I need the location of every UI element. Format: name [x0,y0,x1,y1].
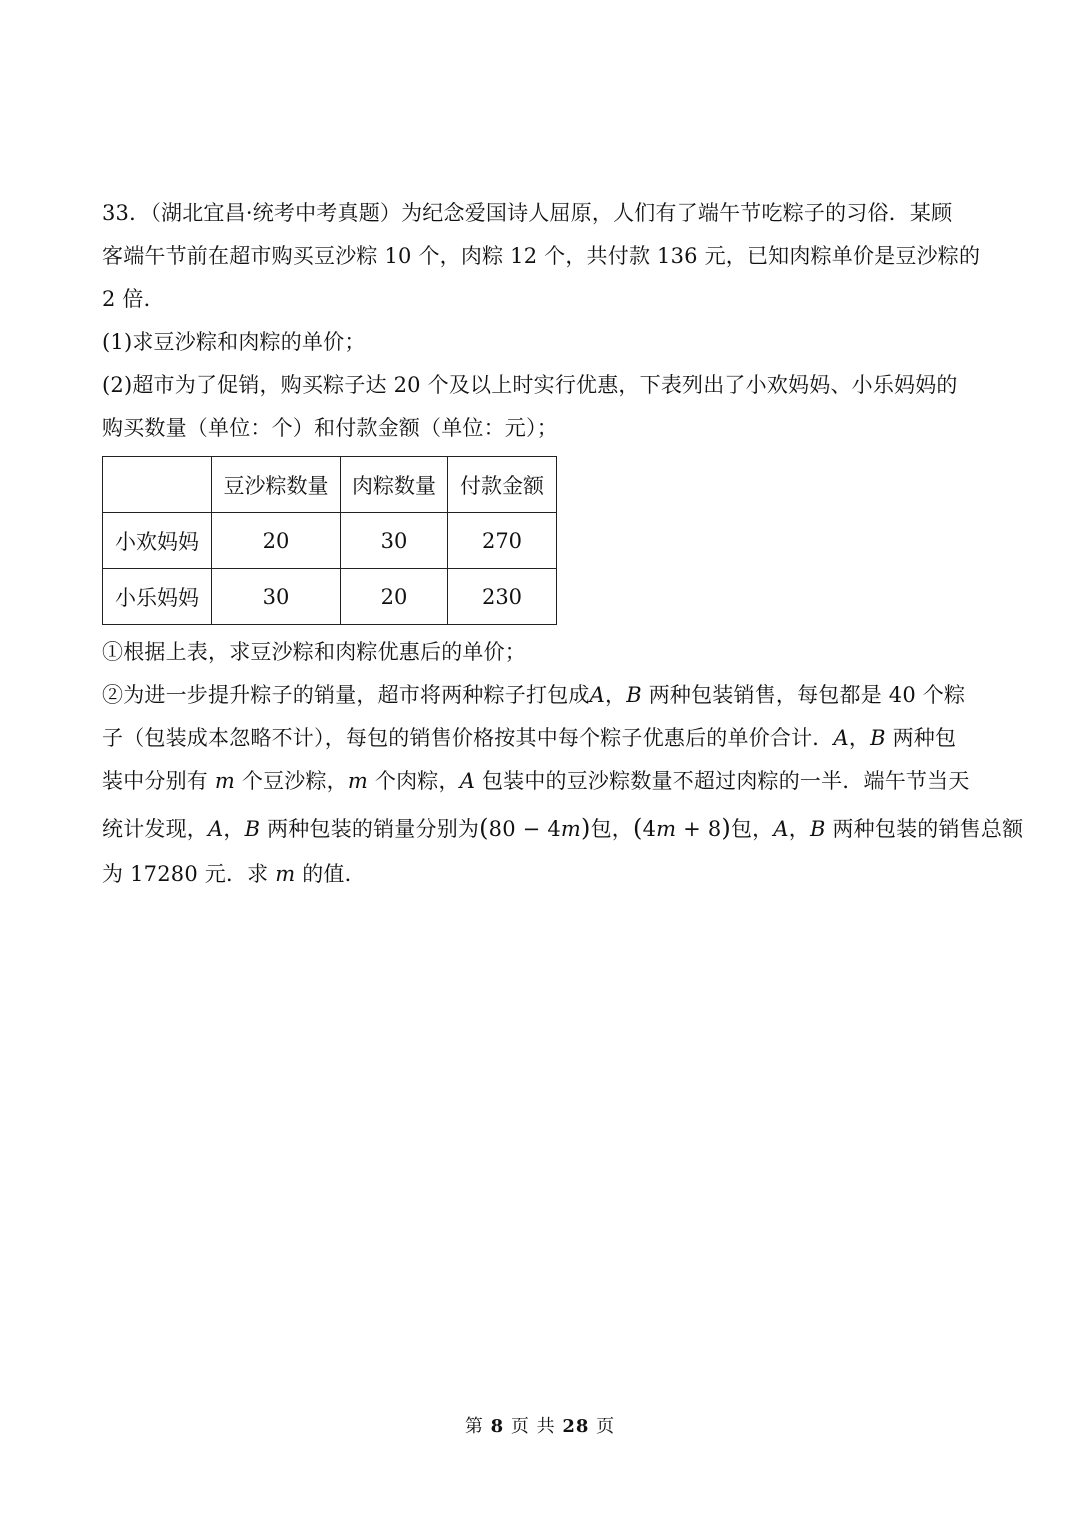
text-span: 两种包装的销售总额 [825,817,1024,841]
footer-text: 页 [589,1416,616,1437]
sub-question-2-line-5 [102,853,982,896]
paren-close: ) [721,814,731,842]
paren-open: ( [479,814,489,842]
expression-text: 4 [642,817,657,841]
variable-b: B [870,726,886,750]
table-header-cell: 肉粽数量 [341,457,448,513]
question-part-2-line-1: (2)超市为了促销，购买粽子达 20 个及以上时实行优惠，下表列出了小欢妈妈、小乐妈妈的 [102,373,958,397]
table-cell: 30 [212,569,341,625]
question-part-1: (1)求豆沙粽和肉粽的单价； [102,330,366,354]
variable-b: B [244,817,261,841]
text-span: ， [848,726,871,750]
text-span: 统计发现， [102,817,208,841]
variable-m: m [275,862,296,886]
variable-a: A [589,683,605,707]
table-cell: 30 [341,513,448,569]
table-cell: 230 [448,569,557,625]
problem-statement-line-2: 客端午节前在超市购买豆沙粽 10 个，肉粽 12 个，共付款 136 元，已知肉粽单价是豆沙粽的 [102,244,981,268]
variable-a: A [773,817,789,841]
variable-m: m [560,817,582,841]
expression-text: + 8 [676,817,722,841]
text-span: 两种包装销售，每包都是 40 个粽 [641,683,966,707]
paren-close: ) [581,814,591,842]
purchase-table [102,456,557,625]
table-cell: 20 [212,513,341,569]
sub-question-2-line-2 [102,717,982,760]
sub-question-2-line-4 [102,803,1024,853]
variable-b: B [626,683,642,707]
problem-content [102,192,1024,896]
text-span: ， [788,817,810,841]
footer-text: 页 共 [504,1416,563,1437]
text-span: 两种包 [885,726,957,750]
question-part-2-line-2: 购买数量（单位：个）和付款金额（单位：元）； [102,416,558,440]
text-span: ， [604,683,627,707]
text-span: ②为进一步提升粽子的销量，超市将两种粽子打包成 [102,683,590,707]
table-header-cell: 付款金额 [448,457,557,513]
table-row [103,513,557,569]
text-span: 子（包装成本忽略不计），每包的销售价格按其中每个粽子优惠后的单价合计． [102,726,834,750]
text-span: 包装中的豆沙粽数量不超过肉粽的一半．端午节当天 [475,769,970,793]
text-span: 个肉粽， [368,769,460,793]
sub-question-2-line-3 [102,760,982,803]
footer-text: 第 [464,1416,491,1437]
total-pages: 28 [562,1416,590,1437]
variable-a: A [833,726,849,750]
table-header-row [103,457,557,513]
problem-statement-line-3: 2 倍． [102,287,165,311]
page-footer [0,1412,1080,1438]
table-header-cell [103,457,212,513]
problem-statement-line-1: 33．（湖北宜昌·统考中考真题）为纪念爱国诗人屈原，人们有了端午节吃粽子的习俗．某顾 [102,201,953,225]
text-span: 个豆沙粽， [235,769,348,793]
text-span: 包， [590,817,634,841]
variable-a: A [208,817,224,841]
text-span: ， [223,817,245,841]
table-header-cell: 豆沙粽数量 [212,457,341,513]
variable-a: A [459,769,476,793]
table-row [103,569,557,625]
text-span: 两种包装的销量分别为 [260,817,480,841]
paren-open: ( [633,814,643,842]
variable-b: B [809,817,826,841]
sub-question-2-line-1 [102,674,982,717]
table-cell: 270 [448,513,557,569]
text-span: 装中分别有 [102,769,215,793]
text-span: 包， [730,817,774,841]
table-cell: 20 [341,569,448,625]
variable-m: m [656,817,677,841]
variable-m: m [214,769,235,793]
variable-m: m [347,769,368,793]
text-span: 为 17280 元．求 [102,862,276,886]
expression-text: 80 − 4 [488,817,561,841]
sub-question-1: ①根据上表，求豆沙粽和肉粽优惠后的单价； [102,640,526,664]
page-number: 8 [490,1416,505,1437]
text-span: 的值． [295,862,366,886]
table-cell: 小乐妈妈 [103,569,212,625]
table-cell: 小欢妈妈 [103,513,212,569]
